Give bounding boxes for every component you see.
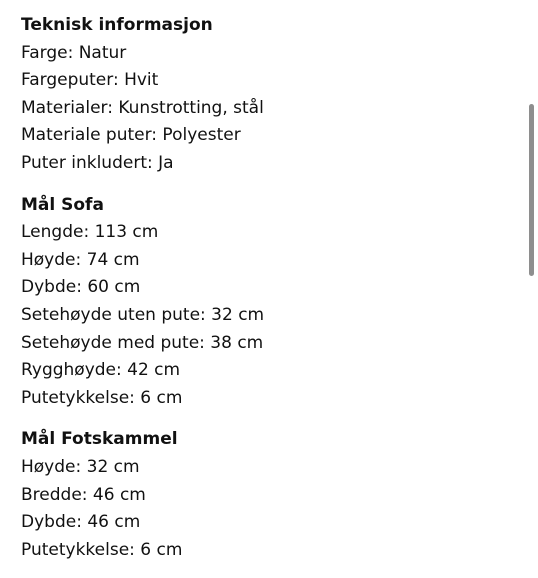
spec-line: Setehøyde uten pute: 32 cm bbox=[21, 304, 265, 325]
spec-line: Setehøyde med pute: 38 cm bbox=[21, 332, 264, 353]
section-title-footstool-dimensions: Mål Fotskammel bbox=[21, 429, 178, 450]
spec-line: Bredde: 46 cm bbox=[21, 484, 146, 505]
section-sofa-dimensions bbox=[21, 192, 511, 413]
spec-line: Dybde: 60 cm bbox=[21, 277, 141, 298]
section-title-technical-info: Teknisk informasjon bbox=[21, 15, 213, 35]
spec-line: Materialer: Kunstrotting, stål bbox=[21, 97, 264, 118]
spec-line: Høyde: 32 cm bbox=[21, 456, 140, 477]
spec-line: Dybde: 46 cm bbox=[21, 512, 141, 533]
section-technical-info bbox=[21, 12, 511, 178]
spec-line: Putetykkelse: 6 cm bbox=[21, 539, 183, 560]
product-specifications bbox=[21, 12, 511, 578]
spec-line: Lengde: 113 cm bbox=[21, 222, 159, 243]
spec-line: Fargeputer: Hvit bbox=[21, 70, 159, 91]
vertical-scrollbar[interactable] bbox=[529, 104, 534, 276]
spec-line: Rygghøyde: 42 cm bbox=[21, 360, 181, 381]
spec-line: Putetykkelse: 6 cm bbox=[21, 387, 183, 408]
spec-line: Puter inkludert: Ja bbox=[21, 152, 174, 173]
section-footstool-dimensions bbox=[21, 426, 511, 564]
section-title-sofa-dimensions: Mål Sofa bbox=[21, 194, 104, 215]
spec-line: Høyde: 74 cm bbox=[21, 249, 140, 270]
spec-line: Materiale puter: Polyester bbox=[21, 125, 241, 146]
spec-line: Farge: Natur bbox=[21, 42, 127, 63]
